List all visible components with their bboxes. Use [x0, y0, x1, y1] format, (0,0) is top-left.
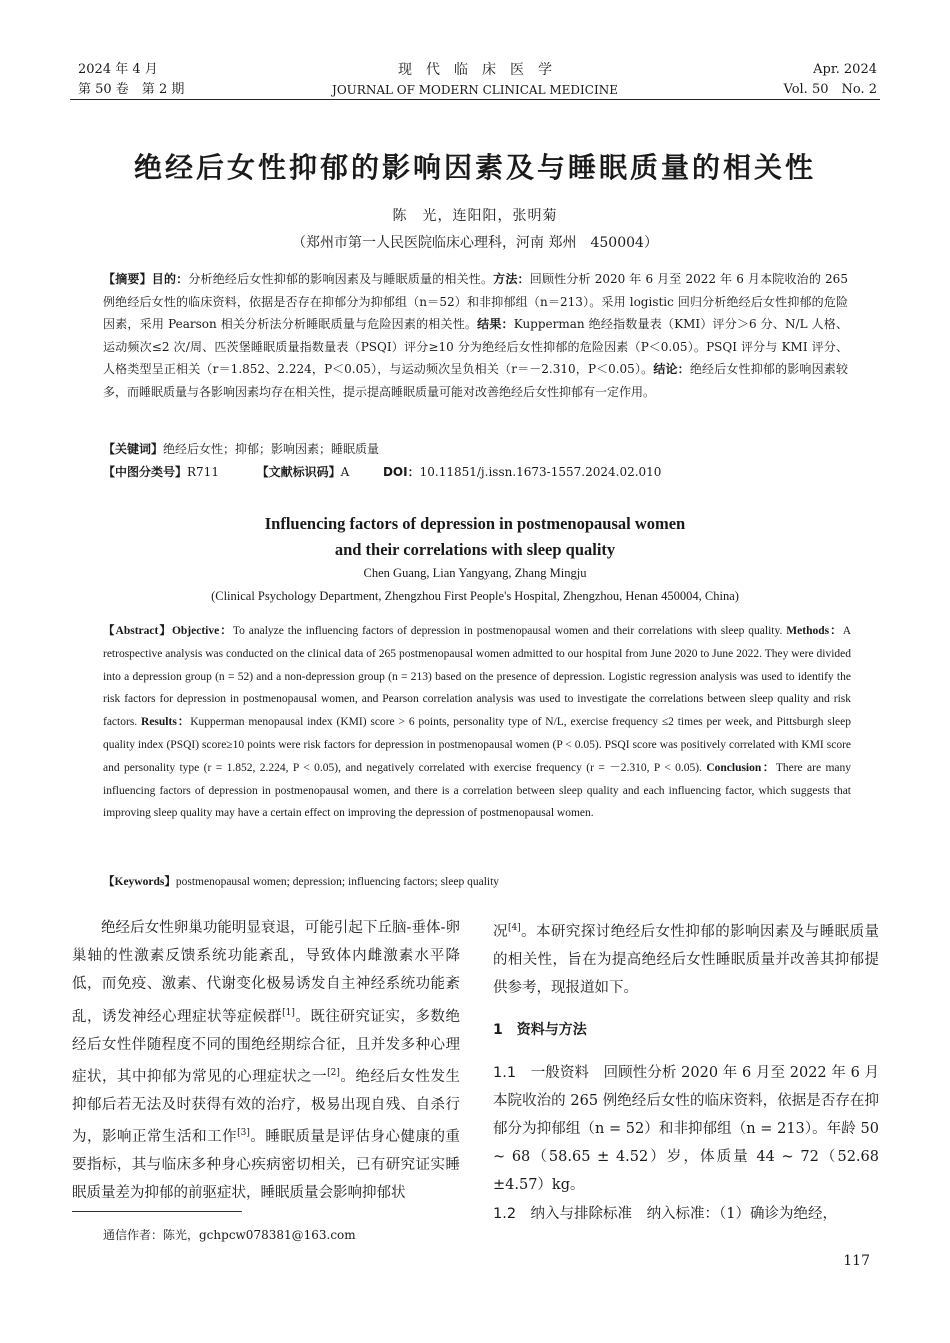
citation-2: [2]: [327, 1067, 340, 1078]
doc-code-value: A: [340, 465, 350, 479]
classification-line: [103, 461, 848, 484]
subsection-1-1-label: 1.1 一般资料: [493, 1064, 590, 1081]
methods-en: A retrospective analysis was conducted on the clinical data of 265 postmenopausal women admitted to our hospital from June 2020 to June 2022. They were divided into a depression group (n = 52) and a non-depression group (n = 213) based on the presence of depression. Logistic regression analysis was used to identify the risk factors for depression in postmenopausal women, and Pearson correlation analysis was used to investigate the correlations between sleep quality and risk factors.: [103, 625, 852, 729]
results-cn-label: 结果：: [477, 317, 514, 331]
subsection-1-2-text: 纳入标准：（1）确诊为绝经，: [646, 1205, 838, 1222]
citation-3: [3]: [237, 1128, 250, 1139]
clc-value: R711: [187, 465, 219, 479]
objective-en: To analyze the influencing factors of depression in postmenopausal women and their correlations with sleep quality.: [232, 625, 783, 637]
article-title-en: [0, 511, 950, 563]
abstract-cn-label: 【摘要】: [103, 272, 152, 286]
intro-text-f: 。本研究探讨绝经后女性抑郁的影响因素及与睡眠质量的相关性，旨在为提高绝经后女性睡眠质量并改善其抑郁提供参考，现报道如下。: [493, 923, 880, 997]
subsection-1-2-label: 1.2 纳入与排除标准: [493, 1205, 633, 1222]
citation-4: [4]: [507, 923, 521, 933]
objective-en-label: Objective：: [171, 625, 233, 637]
journal-name-cn: 现 代 临 床 医 学: [398, 62, 552, 78]
results-en-label: Results：: [141, 716, 191, 729]
intro-text-d: 。睡眠质量是评估身心健康的重要指标，其与临床多种身心疾病密切相关，已有研究证实睡眠质量差为抑郁的前驱症状，睡眠质量会影响抑郁状: [72, 1128, 460, 1202]
abstract-en: [103, 620, 851, 825]
corresponding-author: 通信作者：陈光，gchpcw078381@163.com: [103, 1228, 356, 1242]
intro-continuation: [493, 914, 879, 1002]
keywords-en: [103, 871, 851, 894]
section-heading-1: 1 资料与方法: [493, 1022, 587, 1039]
conclusion-cn-label: 结论：: [653, 362, 690, 376]
footnote-rule: [72, 1211, 242, 1212]
body-right-column: [493, 914, 879, 1228]
conclusion-en-label: Conclusion：: [706, 761, 776, 774]
affiliation-en: (Clinical Psychology Department, Zhengzhou First People's Hospital, Zhengzhou, Henan 450004, China): [211, 589, 739, 603]
subsection-1-1: [493, 1059, 879, 1200]
body-left-column: [72, 914, 460, 1208]
keywords-cn: [103, 438, 848, 461]
article-title-en-line2: and their correlations with sleep quality: [334, 540, 616, 559]
intro-text-c: 。绝经后女性发生抑郁后若无法及时获得有效的治疗，极易出现自残、自杀行为，影响正常生活和工作: [72, 1068, 461, 1145]
keywords-cn-text: 绝经后女性；抑郁；影响因素；睡眠质量: [163, 442, 380, 456]
results-en: Kupperman menopausal index (KMI) score > 6 points, personality type of N/L, exercise frequency ≤2 times per week, and Pittsburgh sleep quality index (PSQI) score≥10 points were risk factors for depression in postmenopausal women (P < 0.05). PSQI score was positively correlated with KMI score and personality type (r = 1.852, 2.224, P < 0.05), and negatively correlated with exercise frequency (r = －2.310, P < 0.05).: [103, 716, 851, 774]
clc-label: 【中图分类号】: [103, 465, 188, 479]
article-title-cn: 绝经后女性抑郁的影响因素及与睡眠质量的相关性: [133, 151, 816, 184]
abstract-cn: [103, 268, 848, 403]
header-date: 2024 年 4 月: [78, 62, 158, 77]
methods-cn: 回顾性分析 2020 年 6 月至 2022 年 6 月本院收治的 265 例绝经后女性的临床资料，依据是否存在抑郁分为抑郁组（n＝52）和非抑郁组（n＝213）。采用 logistic 回归分析绝经后女性抑郁的危险因素，采用 Pearson 相关分析法分析睡眠质量与危险因素的相关性。: [103, 272, 848, 331]
header-volume: 第 50 卷 第 2 期: [78, 82, 185, 97]
affiliation-cn: （郑州市第一人民医院临床心理科，河南 郑州 450004）: [292, 235, 658, 251]
results-cn: Kupperman 绝经指数量表（KMI）评分＞6 分、N/L 人格、运动频次≤2 次/周、匹茨堡睡眠质量指数量表（PSQI）评分≥10 分为绝经后女性抑郁的危险因素（P＜0.05）。PSQI 评分与 KMI 评分、人格类型呈正相关（r＝1.852、2.224，P＜0.05），与运动频次呈负相关（r＝－2.310，P＜0.05）。: [103, 317, 848, 376]
abstract-en-label: 【Abstract】: [103, 625, 172, 637]
methods-cn-label: 方法：: [493, 272, 530, 286]
header-right: [784, 60, 878, 100]
page-number: 117: [843, 1253, 870, 1269]
doi-label: DOI：: [382, 465, 420, 479]
keywords-en-label: 【Keywords】: [103, 876, 176, 888]
subsection-1-2: [493, 1200, 879, 1228]
methods-en-label: Methods：: [786, 625, 843, 637]
conclusion-cn: 绝经后女性抑郁的影响因素较多，而睡眠质量与各影响因素均存在相关性，提示提高睡眠质量可能对改善绝经后女性抑郁有一定作用。: [103, 362, 848, 399]
header-date-en: Apr. 2024: [813, 62, 877, 77]
objective-cn-label: 目的：: [151, 272, 189, 286]
doi-value: 10.11851/j.issn.1673-1557.2024.02.010: [419, 465, 662, 479]
intro-paragraph: [72, 914, 460, 1208]
authors-en: Chen Guang, Lian Yangyang, Zhang Mingju: [363, 566, 587, 580]
doc-code-label: 【文献标识码】: [256, 465, 341, 479]
journal-name-en: JOURNAL OF MODERN CLINICAL MEDICINE: [332, 83, 618, 97]
authors-cn: 陈 光，连阳阳，张明菊: [392, 208, 558, 224]
conclusion-en: There are many influencing factors of depression in postmenopausal women, and there is a correlation between sleep quality and each influencing factor, which suggests that improving sleep quality may have a certain effect on improving the depression of postmenopausal women.: [103, 761, 851, 820]
header-rule: [70, 99, 880, 100]
objective-cn: 分析绝经后女性抑郁的影响因素及与睡眠质量的相关性。: [188, 272, 494, 286]
keywords-en-text: postmenopausal women; depression; influencing factors; sleep quality: [175, 876, 500, 888]
intro-text-a: 绝经后女性卵巢功能明显衰退，可能引起下丘脑-垂体-卵巢轴的性激素反馈系统功能紊乱，导致体内雌激素水平降低，而免疫、激素、代谢变化极易诱发自主神经系统功能紊乱，诱发神经心理症状等症候群: [72, 920, 460, 1025]
intro-text-b: 。既往研究证实，多数绝经后女性伴随程度不同的围绝经期综合征，且并发多种心理症状，其中抑郁为常见的心理症状之一: [72, 1008, 460, 1085]
intro-text-e: 况: [493, 923, 508, 940]
citation-1: [1]: [282, 1007, 295, 1018]
header-volume-en: Vol. 50 No. 2: [783, 82, 877, 97]
article-title-en-line1: Influencing factors of depression in postmenopausal women: [264, 514, 686, 533]
keywords-cn-label: 【关键词】: [103, 442, 164, 456]
subsection-1-1-text: 回顾性分析 2020 年 6 月至 2022 年 6 月本院收治的 265 例绝经后女性的临床资料，依据是否存在抑郁分为抑郁组（n = 52）和非抑郁组（n = 213）。年龄 50 ~ 68（58.65 ± 4.52）岁，体质量 44 ~ 72（52.68 ±4.57）kg。: [493, 1064, 879, 1194]
